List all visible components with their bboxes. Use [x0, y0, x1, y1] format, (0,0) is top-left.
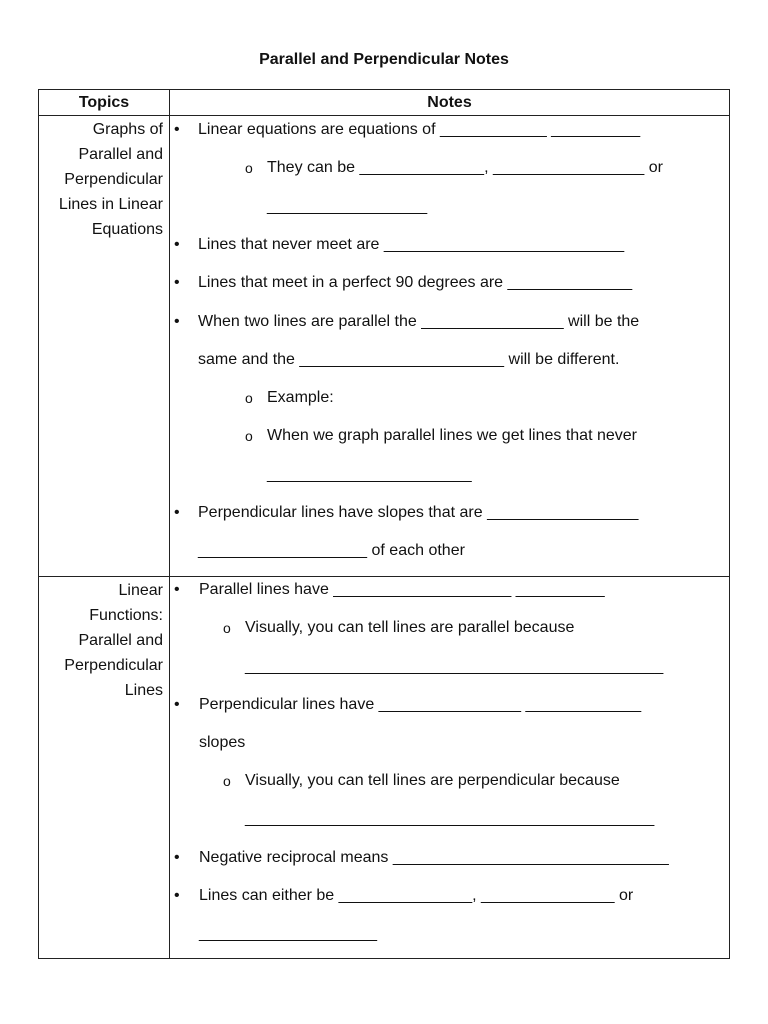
note-line: ___________________ of each other [198, 542, 465, 559]
topic-line: Functions: [89, 607, 163, 624]
note-line: Visually, you can tell lines are perpendicular because [245, 772, 620, 789]
topic-line: Equations [91, 221, 163, 238]
note-line: __________________ [267, 198, 428, 215]
topic-line: Graphs of [92, 121, 163, 138]
page-title: Parallel and Perpendicular Notes [259, 51, 509, 68]
bullet-icon: • [174, 504, 180, 521]
notes-table [38, 89, 730, 959]
notes-header: Notes [427, 94, 472, 111]
circle-bullet-icon: o [245, 428, 253, 444]
note-line: They can be ______________, _________________ or [267, 159, 663, 176]
note-line: _______________________ [267, 466, 472, 483]
note-line: Lines that meet in a perfect 90 degrees are ______________ [198, 274, 633, 291]
note-line: When two lines are parallel the ________________ will be the [198, 313, 640, 330]
bullet-icon: • [174, 696, 180, 713]
topic-line: Lines [124, 682, 163, 699]
circle-bullet-icon: o [245, 160, 253, 176]
bullet-icon: • [174, 581, 180, 598]
note-line: same and the _______________________ will be different. [198, 351, 620, 368]
topic-line: Linear [118, 582, 163, 599]
bullet-icon: • [174, 274, 180, 291]
note-line: Visually, you can tell lines are parallel because [245, 619, 575, 636]
note-line: slopes [199, 734, 246, 751]
note-line: Perpendicular lines have slopes that are _________________ [198, 504, 639, 521]
note-line: ____________________ [199, 925, 377, 942]
bullet-icon: • [174, 887, 180, 904]
topic-line: Parallel and [78, 632, 163, 649]
bullet-icon: • [174, 121, 180, 138]
circle-bullet-icon: o [245, 390, 253, 406]
bullet-icon: • [174, 313, 180, 330]
row-divider [39, 576, 729, 577]
note-line: Linear equations are equations of ____________ __________ [198, 121, 641, 138]
note-line: Example: [267, 389, 334, 406]
topic-cell-1 [43, 117, 163, 242]
header-divider [39, 115, 729, 116]
note-line: Lines can either be _______________, _______________ or [199, 887, 634, 904]
topic-line: Parallel and [78, 146, 163, 163]
note-line: _______________________________________________ [245, 658, 664, 675]
note-line: Perpendicular lines have ________________ _____________ [199, 696, 642, 713]
circle-bullet-icon: o [223, 773, 231, 789]
bullet-icon: • [174, 849, 180, 866]
topic-line: Lines in Linear [58, 196, 163, 213]
bullet-icon: • [174, 236, 180, 253]
topic-cell-2 [43, 578, 163, 703]
circle-bullet-icon: o [223, 620, 231, 636]
note-line: When we graph parallel lines we get lines that never [267, 427, 637, 444]
note-line: ______________________________________________ [245, 810, 655, 827]
topics-header: Topics [78, 94, 130, 111]
note-line: Negative reciprocal means _______________________________ [199, 849, 669, 866]
column-divider [169, 90, 170, 958]
topic-line: Perpendicular [64, 171, 163, 188]
topic-line: Perpendicular [64, 657, 163, 674]
note-line: Parallel lines have ____________________ __________ [199, 581, 605, 598]
note-line: Lines that never meet are ___________________________ [198, 236, 625, 253]
